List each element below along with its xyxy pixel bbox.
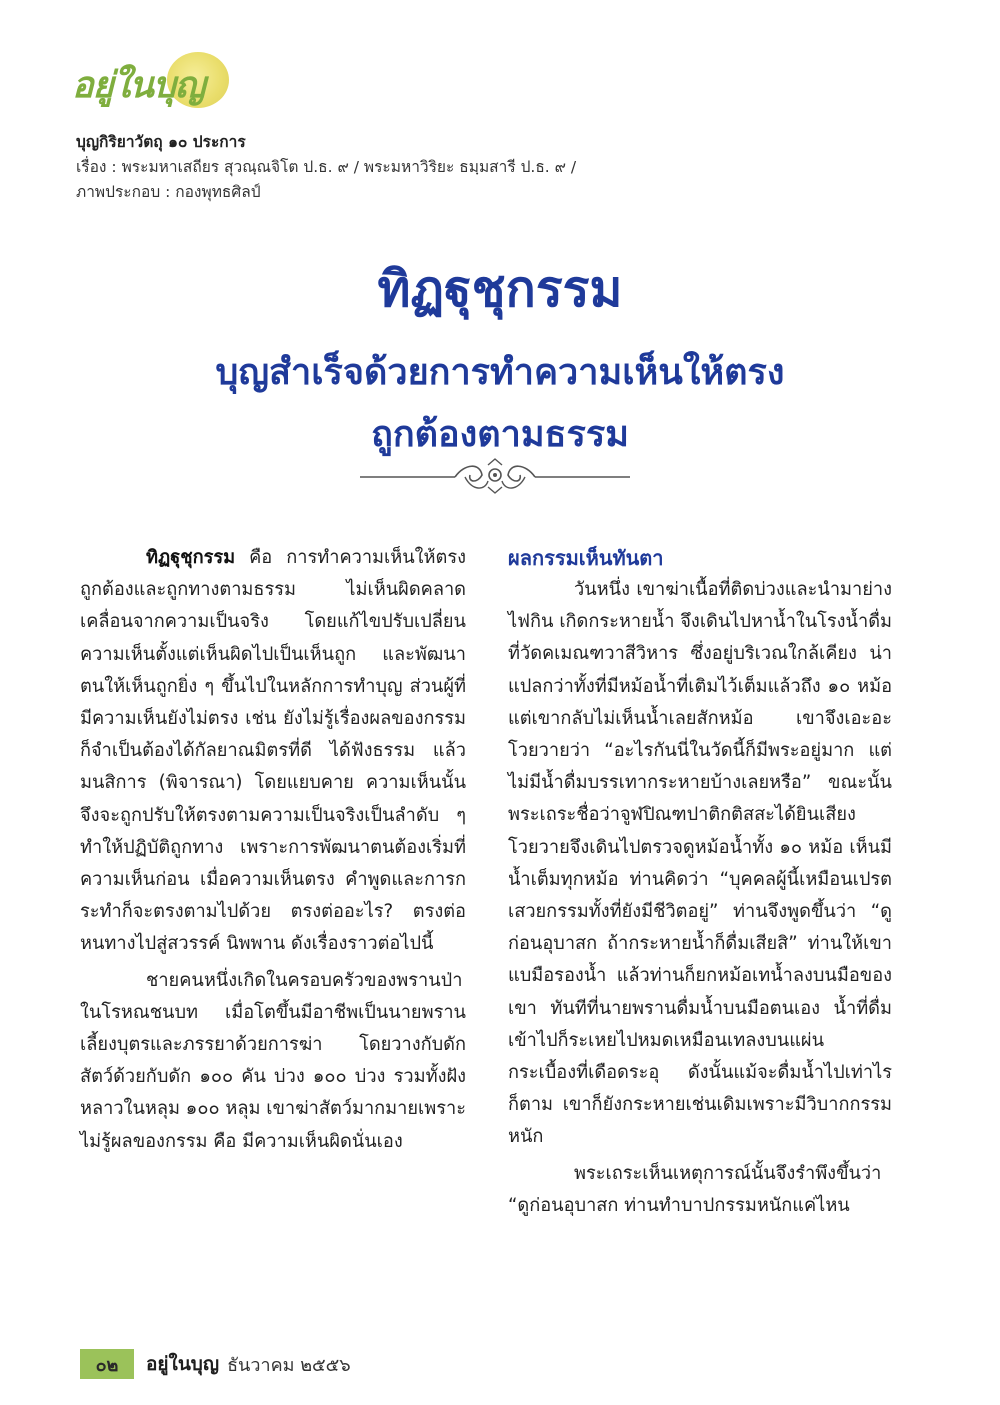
issue-date: ธันวาคม ๒๕๕๖ [227,1354,351,1376]
illustration-credit: ภาพประกอบ : กองพุทธศิลป์ [76,183,261,201]
right-column [508,542,892,1222]
right-paragraph-1: วันหนึ่ง เขาฆ่าเนื้อที่ติดบ่วงและนำมาย่างไฟกิน เกิดกระหายน้ำ จึงเดินไปหาน้ำในโรงน้ำดื่มที่วัดคเมณฑวาสีวิหาร ซึ่งอยู่บริเวณใกล้เคียง น่าแปลกว่าทั้งที่มีหม้อน้ำที่เติมไว้เต็มแล้วถึง ๑๐ หม้อ แต่เขากลับไม่เห็นน้ำเลยสักหม้อ เขาจึงเอะอะโวยวายว่า “อะไรกันนี่ในวัดนี้ก็มีพระอยู่มาก แต่ไม่มีน้ำดื่มบรรเทากระหายบ้างเลยหรือ” ขณะนั้น พระเถระชื่อว่าจูฬปิณฑปาติกติสสะได้ยินเสียงโวยวายจึงเดินไปตรวจดูหม้อน้ำทั้ง ๑๐ หม้อ เห็นมีน้ำเต็มทุกหม้อ ท่านคิดว่า “บุคคลผู้นี้เหมือนเปรตเสวยกรรมทั้งที่ยังมีชีวิตอยู่” ท่านจึงพูดขึ้นว่า “ดูก่อนอุบาสก ถ้ากระหายน้ำก็ดื่มเสียสิ” ท่านให้เขาแบมือรองน้ำ แล้วท่านก็ยกหม้อเทน้ำลงบนมือของเขา ทันทีที่นายพรานดื่มน้ำบนมือตนเอง น้ำที่ดื่มเข้าไปก็ระเหยไปหมดเหมือนเทลงบนแผ่นกระเบื้องที่เดือดระอุ ดังนั้นแม้จะดื่มน้ำไปเท่าไรก็ตาม เขาก็ยังกระหายเช่นเดิมเพราะมีวิบากกรรมหนัก [508,579,892,1148]
subtitle-line-1: บุญสำเร็จด้วยการทำความเห็นให้ตรง [215,352,785,393]
publication-name: อยู่ในบุญ [146,1353,220,1375]
page-number: ๐๒ [80,1349,134,1379]
subtitle-line-2: ถูกต้องตามธรรม [371,414,629,455]
byline [76,130,676,205]
logo-text: อยู่ในบุญ [72,64,205,106]
magazine-logo [72,42,232,122]
article-title: ทิฏฐุชุกรรม [377,260,623,318]
left-paragraph-1 [80,542,466,961]
ornament-divider-icon [360,455,630,499]
left-paragraph-2: ชายคนหนึ่งเกิดในครอบครัวของพรานป่าในโรหณชนบท เมื่อโตขึ้นมีอาชีพเป็นนายพรานเลี้ยงบุตรและภรรยาด้วยการฆ่า โดยวางกับดักสัตว์ด้วยกับดัก ๑๐๐ คัน บ่วง ๑๐๐ บ่วง รวมทั้งฝังหลาวในหลุม ๑๐๐ หลุม เขาฆ่าสัตว์มากมายเพราะไม่รู้ผลของกรรม คือ มีความเห็นผิดนั่นเอง [80,969,466,1152]
article-subtitle [0,342,1000,466]
page-footer [80,1348,351,1380]
section-heading: ผลกรรมเห็นทันตา [508,546,664,570]
right-paragraph-2: พระเถระเห็นเหตุการณ์นั้นจึงรำพึงขึ้นว่า “ดูก่อนอุบาสก ท่านทำบาปกรรมหนักแค่ไหน [508,1162,882,1216]
term-bold: ทิฏฐุชุกรรม [146,547,236,568]
series-title: บุญกิริยาวัตถุ ๑๐ ประการ [76,133,246,151]
left-column [80,542,466,1158]
left-paragraph-1-text: คือ การทำความเห็นให้ตรง ถูกต้องและถูกทางตามธรรม ไม่เห็นผิดคลาดเคลื่อนจากความเป็นจริง โดยแก้ไขปรับเปลี่ยนความเห็นตั้งแต่เห็นผิดไปเป็นเห็นถูก และพัฒนาตนให้เห็นถูกยิ่ง ๆ ขึ้นไปในหลักการทำบุญ ส่วนผู้ที่มีความเห็นยังไม่ตรง เช่น ยังไม่รู้เรื่องผลของกรรม ก็จำเป็นต้องได้กัลยาณมิตรที่ดี ได้ฟังธรรม แล้วมนสิการ (พิจารณา) โดยแยบคาย ความเห็นนั้นจึงจะถูกปรับให้ตรงตามความเป็นจริงเป็นลำดับ ๆ ทำให้ปฏิบัติถูกทาง เพราะการพัฒนาตนต้องเริ่มที่ความเห็นก่อน เมื่อความเห็นตรง คำพูดและการกระทำก็จะตรงตามไปด้วย ตรงต่ออะไร? ตรงต่อหนทางไปสู่สวรรค์ นิพพาน ดังเรื่องราวต่อไปนี้ [80,547,466,955]
authors: เรื่อง : พระมหาเสถียร สุวณฺณจิโต ป.ธ. ๙ / พระมหาวิริยะ ธมฺมสารี ป.ธ. ๙ / [76,158,577,176]
